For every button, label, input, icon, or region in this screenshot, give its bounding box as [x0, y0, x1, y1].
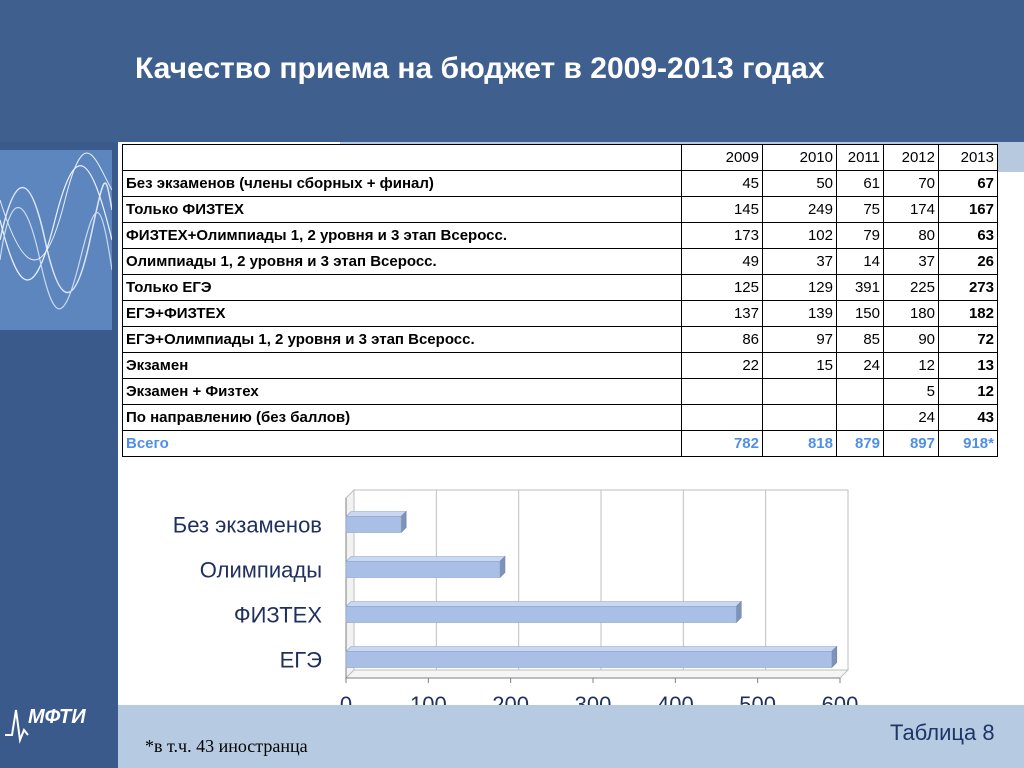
year-header: 2012	[884, 145, 939, 171]
cell-value: 150	[837, 301, 884, 327]
cell-value: 225	[884, 275, 939, 301]
total-value: 918*	[939, 431, 998, 457]
cell-value: 49	[682, 249, 763, 275]
cell-value: 24	[884, 405, 939, 431]
table-number-label: Таблица 8	[890, 720, 995, 745]
cell-value: 15	[763, 353, 837, 379]
year-header: 2011	[837, 145, 884, 171]
cell-value: 173	[682, 223, 763, 249]
cell-value: 174	[884, 197, 939, 223]
cell-value: 80	[884, 223, 939, 249]
cell-value: 102	[763, 223, 837, 249]
category-label: Олимпиады	[199, 557, 322, 583]
table-row	[123, 275, 998, 301]
cell-value: 90	[884, 327, 939, 353]
cell-value	[837, 405, 884, 431]
cell-value	[682, 379, 763, 405]
cell-value: 14	[837, 249, 884, 275]
bar-chart	[120, 488, 880, 733]
cell-value: 5	[884, 379, 939, 405]
row-label: ЕГЭ+Олимпиады 1, 2 уровня и 3 этап Всеросс.	[123, 327, 682, 353]
row-label: Без экзаменов (члены сборных + финал)	[123, 171, 682, 197]
bar	[346, 652, 832, 668]
cell-value: 37	[763, 249, 837, 275]
row-label: ФИЗТЕХ+Олимпиады 1, 2 уровня и 3 этап Всеросс.	[123, 223, 682, 249]
category-label: ЕГЭ	[279, 647, 322, 673]
cell-value: 12	[939, 379, 998, 405]
row-label: Экзамен	[123, 353, 682, 379]
total-value: 879	[837, 431, 884, 457]
row-label: ЕГЭ+ФИЗТЕХ	[123, 301, 682, 327]
cell-value: 67	[939, 171, 998, 197]
cell-value	[837, 379, 884, 405]
cell-value: 75	[837, 197, 884, 223]
cell-value: 86	[682, 327, 763, 353]
cell-value: 85	[837, 327, 884, 353]
wave-decoration	[0, 150, 112, 330]
chart-floor	[346, 670, 848, 678]
cell-value: 50	[763, 171, 837, 197]
table-row	[123, 249, 998, 275]
bar-top	[346, 512, 406, 517]
table-row	[123, 197, 998, 223]
table-row	[123, 223, 998, 249]
cell-value: 145	[682, 197, 763, 223]
row-label: Экзамен + Физтех	[123, 379, 682, 405]
cell-value: 13	[939, 353, 998, 379]
cell-value: 391	[837, 275, 884, 301]
cell-value: 180	[884, 301, 939, 327]
cell-value: 61	[837, 171, 884, 197]
table-row	[123, 379, 998, 405]
year-header: 2010	[763, 145, 837, 171]
wave-graphic	[0, 150, 112, 330]
cell-value: 24	[837, 353, 884, 379]
page-title: Качество приема на бюджет в 2009-2013 годах	[135, 52, 825, 85]
cell-value: 22	[682, 353, 763, 379]
cell-value	[682, 405, 763, 431]
total-label: Всего	[123, 431, 682, 457]
cell-value: 26	[939, 249, 998, 275]
category-label: ФИЗТЕХ	[233, 602, 322, 628]
admission-table	[122, 144, 998, 457]
year-header: 2013	[939, 145, 998, 171]
cell-value: 129	[763, 275, 837, 301]
row-label: Олимпиады 1, 2 уровня и 3 этап Всеросс.	[123, 249, 682, 275]
row-label: Только ФИЗТЕХ	[123, 197, 682, 223]
cell-value: 79	[837, 223, 884, 249]
table-row	[123, 301, 998, 327]
cell-value: 273	[939, 275, 998, 301]
cell-value: 63	[939, 223, 998, 249]
table-row	[123, 353, 998, 379]
cell-value: 249	[763, 197, 837, 223]
bar-top	[346, 557, 505, 562]
footnote: *в т.ч. 43 иностранца	[145, 736, 308, 756]
cell-value	[763, 379, 837, 405]
cell-value: 43	[939, 405, 998, 431]
bar	[346, 607, 736, 623]
table-row	[123, 405, 998, 431]
total-value: 897	[884, 431, 939, 457]
table-row	[123, 327, 998, 353]
cell-value: 167	[939, 197, 998, 223]
table-header-row	[123, 145, 998, 171]
table-row	[123, 171, 998, 197]
cell-value: 37	[884, 249, 939, 275]
bar-top	[346, 602, 741, 607]
bar	[346, 562, 500, 578]
total-value: 782	[682, 431, 763, 457]
cell-value: 72	[939, 327, 998, 353]
cell-value: 125	[682, 275, 763, 301]
cell-value: 139	[763, 301, 837, 327]
logo-text: МФТИ	[28, 706, 86, 728]
row-label: По направлению (без баллов)	[123, 405, 682, 431]
total-value: 818	[763, 431, 837, 457]
cell-value: 12	[884, 353, 939, 379]
cell-value: 137	[682, 301, 763, 327]
bar-top	[346, 647, 837, 652]
cell-value: 45	[682, 171, 763, 197]
row-label: Только ЕГЭ	[123, 275, 682, 301]
bar	[346, 517, 401, 533]
cell-value	[763, 405, 837, 431]
cell-value: 182	[939, 301, 998, 327]
cell-value: 70	[884, 171, 939, 197]
total-row	[123, 431, 998, 457]
table-corner-cell	[123, 145, 682, 171]
cell-value: 97	[763, 327, 837, 353]
category-label: Без экзаменов	[172, 512, 322, 538]
year-header: 2009	[682, 145, 763, 171]
